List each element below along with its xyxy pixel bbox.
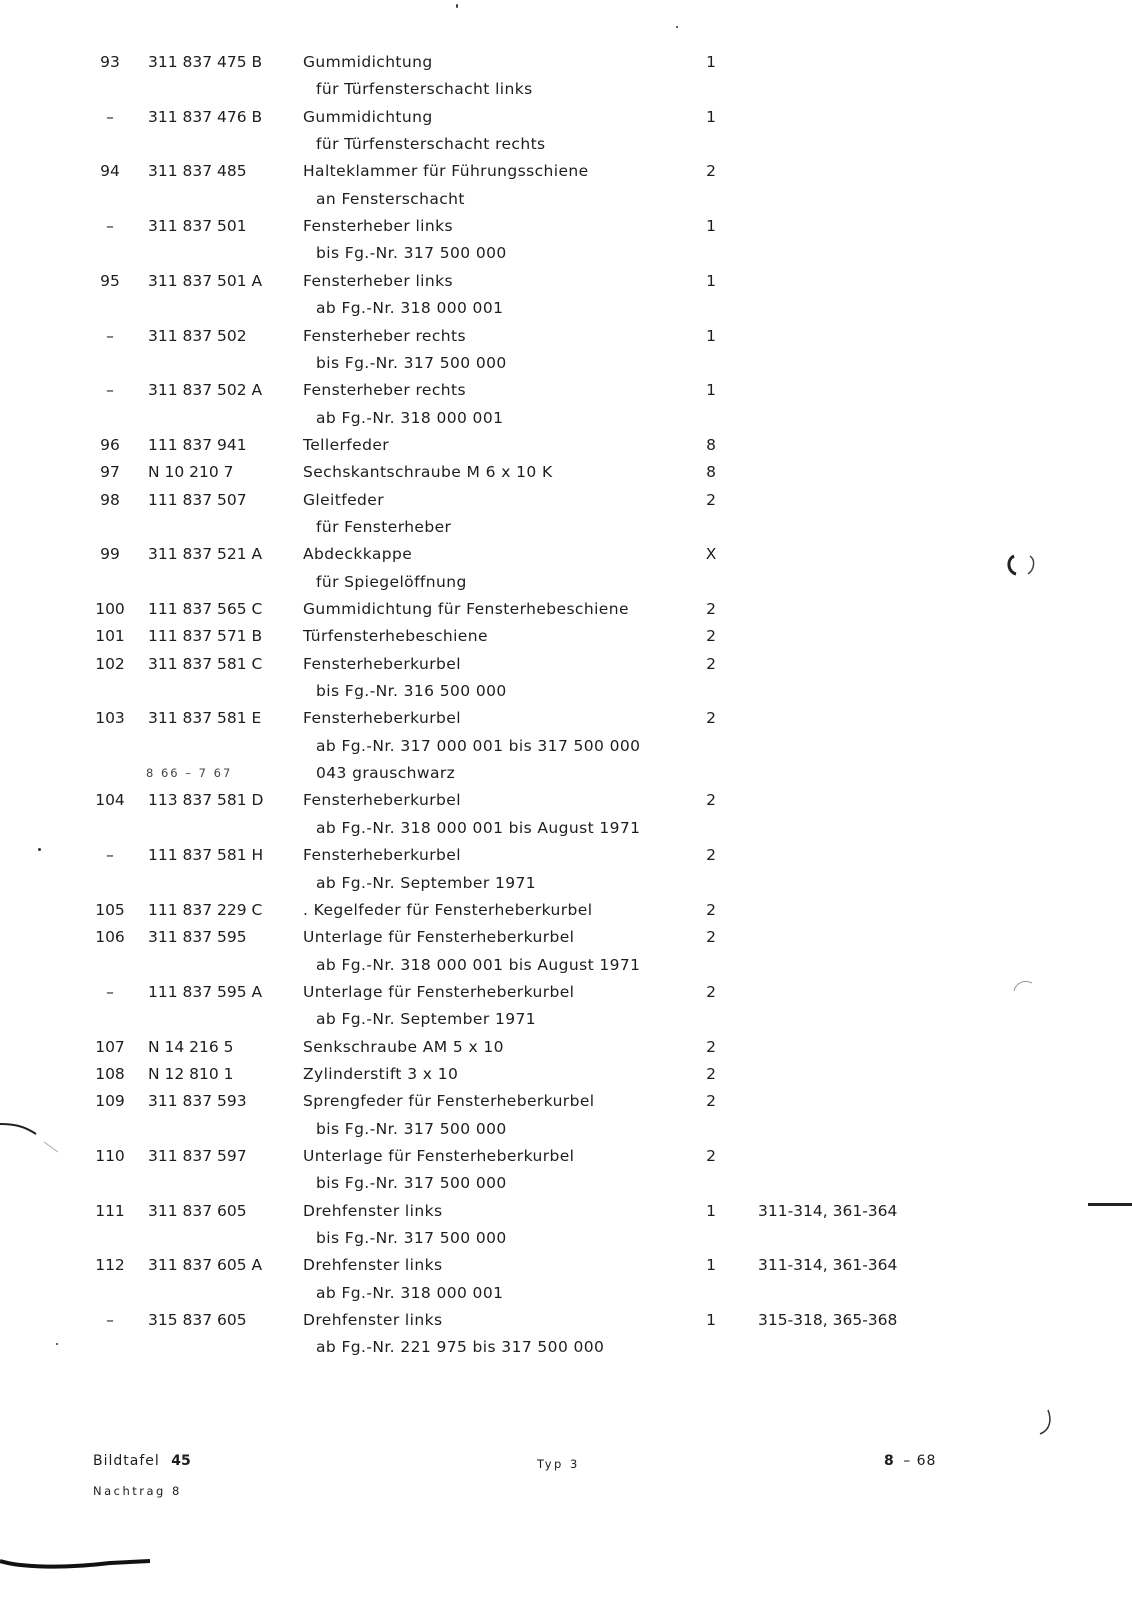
table-row <box>0 1333 1132 1361</box>
part-description: ab Fg.-Nr. 318 000 001 <box>316 408 504 427</box>
quantity: 2 <box>706 600 716 618</box>
quantity: 2 <box>706 1147 716 1165</box>
table-row <box>0 458 1132 486</box>
table-row <box>0 595 1132 623</box>
part-number: N 14 216 5 <box>148 1037 234 1056</box>
part-number: 111 837 581 H <box>148 846 264 865</box>
position-number: 104 <box>95 791 125 810</box>
quantity: 2 <box>706 1064 716 1083</box>
part-description: Drehfenster links <box>303 1201 443 1220</box>
part-description: Drehfenster links <box>303 1256 443 1275</box>
table-row <box>0 513 1132 541</box>
part-number: 111 837 229 C <box>148 900 263 919</box>
part-description: ab Fg.-Nr. September 1971 <box>316 873 536 892</box>
part-description: 043 grauschwarz <box>316 764 456 783</box>
part-number: 311 837 485 <box>148 162 247 181</box>
table-row <box>0 1306 1132 1334</box>
part-number: 111 837 571 B <box>148 627 263 646</box>
part-description: Gummidichtung <box>303 53 433 71</box>
part-description: ab Fg.-Nr. 318 000 001 bis August 1971 <box>316 818 641 837</box>
part-description: Fensterheberkurbel <box>303 709 461 728</box>
part-number: N 12 810 1 <box>148 1064 234 1083</box>
quantity: 2 <box>706 709 716 728</box>
part-description: ab Fg.-Nr. September 1971 <box>316 1010 536 1029</box>
part-number: 311 837 593 <box>148 1092 247 1111</box>
part-number: 311 837 476 B <box>148 107 263 126</box>
part-number: 311 837 502 <box>148 326 247 345</box>
part-description: Gummidichtung <box>303 107 433 126</box>
table-row <box>0 622 1132 650</box>
table-row <box>0 212 1132 240</box>
position-number: – <box>106 381 114 400</box>
part-description: Gummidichtung für Fensterhebeschiene <box>303 600 629 618</box>
table-row <box>0 103 1132 131</box>
part-description: Fensterheberkurbel <box>303 654 461 673</box>
position-number: 100 <box>95 600 125 618</box>
position-number: 110 <box>95 1147 125 1165</box>
quantity: 1 <box>706 381 716 400</box>
footer-page-number <box>884 1453 936 1469</box>
page-number-main: 8 <box>884 1453 894 1469</box>
position-number: – <box>106 846 114 865</box>
part-description: ab Fg.-Nr. 318 000 001 <box>316 299 504 318</box>
table-row <box>0 130 1132 158</box>
hole-punch-mark <box>1010 975 1040 1005</box>
table-row <box>0 677 1132 705</box>
footer-bildtafel <box>93 1453 191 1469</box>
part-description: Unterlage für Fensterheberkurbel <box>303 928 575 947</box>
position-number: 93 <box>100 53 120 71</box>
part-description: Senkschraube AM 5 x 10 <box>303 1037 504 1056</box>
part-number: 311 837 501 <box>148 217 247 236</box>
part-number: 111 837 941 <box>148 435 247 454</box>
table-row <box>0 732 1132 760</box>
position-number: – <box>106 1311 114 1330</box>
quantity: 1 <box>706 271 716 290</box>
table-row <box>0 951 1132 979</box>
position-number: 112 <box>95 1256 125 1275</box>
position-number: 94 <box>100 162 120 181</box>
part-description: bis Fg.-Nr. 316 500 000 <box>316 682 507 701</box>
part-description: Fensterheber links <box>303 271 453 290</box>
part-description: für Spiegelöffnung <box>316 572 467 591</box>
table-row <box>0 431 1132 459</box>
part-number: 113 837 581 D <box>148 791 264 810</box>
position-number: 109 <box>95 1092 125 1111</box>
table-row <box>0 869 1132 897</box>
part-description: für Türfensterschacht links <box>316 80 533 99</box>
table-row <box>0 1115 1132 1143</box>
part-number: 315 837 605 <box>148 1311 247 1330</box>
table-row <box>0 48 1132 76</box>
position-number: 101 <box>95 627 125 646</box>
quantity: 1 <box>706 1311 716 1330</box>
part-description: Unterlage für Fensterheberkurbel <box>303 1147 575 1165</box>
bildtafel-label: Bildtafel <box>93 1453 160 1469</box>
footer-typ: Typ 3 <box>537 1457 580 1471</box>
quantity: 2 <box>706 928 716 947</box>
part-number: 311 837 581 E <box>148 709 262 728</box>
position-number: – <box>106 107 114 126</box>
table-row <box>0 1087 1132 1115</box>
part-description: Türfensterhebeschiene <box>303 627 488 646</box>
model-remark: 311-314, 361-364 <box>758 1201 898 1220</box>
table-row <box>0 923 1132 951</box>
footer-nachtrag: Nachtrag 8 <box>93 1484 182 1498</box>
part-description: Fensterheberkurbel <box>303 846 461 865</box>
position-number: 111 <box>95 1201 125 1220</box>
date-note: 8 66 – 7 67 <box>146 766 233 781</box>
table-row <box>0 1142 1132 1170</box>
part-description: Tellerfeder <box>303 435 390 454</box>
quantity: 2 <box>706 1092 716 1111</box>
table-row <box>0 376 1132 404</box>
table-row <box>0 978 1132 1006</box>
quantity: 1 <box>706 326 716 345</box>
position-number: – <box>106 326 114 345</box>
edge-mark <box>1088 1203 1132 1206</box>
table-row <box>0 157 1132 185</box>
quantity: 2 <box>706 982 716 1001</box>
part-number: 111 837 507 <box>148 490 247 509</box>
part-description: Unterlage für Fensterheberkurbel <box>303 982 575 1001</box>
part-description: bis Fg.-Nr. 317 500 000 <box>316 1174 507 1193</box>
table-row <box>0 704 1132 732</box>
part-number: 111 837 595 A <box>148 982 263 1001</box>
part-number: 311 837 595 <box>148 928 247 947</box>
position-number: 108 <box>95 1064 125 1083</box>
table-row <box>0 75 1132 103</box>
part-description: . Kegelfeder für Fensterheberkurbel <box>303 900 593 919</box>
quantity: 2 <box>706 654 716 673</box>
quantity: X <box>705 545 717 564</box>
part-number: 311 837 502 A <box>148 381 263 400</box>
quantity: 2 <box>706 846 716 865</box>
position-number: 105 <box>95 900 125 919</box>
part-number: 111 837 565 C <box>148 600 263 618</box>
position-number: 98 <box>100 490 120 509</box>
part-description: Fensterheberkurbel <box>303 791 461 810</box>
position-number: 102 <box>95 654 125 673</box>
scan-stroke <box>0 1118 70 1168</box>
table-row <box>0 1169 1132 1197</box>
part-description: Sechskantschraube M 6 x 10 K <box>303 463 553 482</box>
part-description: Halteklammer für Führungsschiene <box>303 162 589 181</box>
table-row <box>0 349 1132 377</box>
scan-speck <box>676 26 678 28</box>
table-row <box>0 568 1132 596</box>
page-number-sub: – 68 <box>903 1453 937 1469</box>
quantity: 1 <box>706 217 716 236</box>
part-description: Drehfenster links <box>303 1311 443 1330</box>
table-row <box>0 1033 1132 1061</box>
table-row <box>0 185 1132 213</box>
part-description: Fensterheber rechts <box>303 326 466 345</box>
part-description: ab Fg.-Nr. 221 975 bis 317 500 000 <box>316 1338 605 1357</box>
part-description: ab Fg.-Nr. 317 000 001 bis 317 500 000 <box>316 736 641 755</box>
quantity: 1 <box>706 107 716 126</box>
scan-stroke <box>1036 1408 1056 1438</box>
position-number: 107 <box>95 1037 125 1056</box>
position-number: 96 <box>100 435 120 454</box>
part-number: 311 837 475 B <box>148 53 263 71</box>
position-number: 99 <box>100 545 120 564</box>
table-row <box>0 294 1132 322</box>
part-number: 311 837 597 <box>148 1147 247 1165</box>
quantity: 1 <box>706 53 716 71</box>
part-description: bis Fg.-Nr. 317 500 000 <box>316 353 507 372</box>
hole-punch-mark <box>1002 550 1042 582</box>
part-description: bis Fg.-Nr. 317 500 000 <box>316 1229 507 1248</box>
model-remark: 315-318, 365-368 <box>758 1311 898 1330</box>
scan-speck <box>456 4 458 8</box>
quantity: 2 <box>706 791 716 810</box>
position-number: 106 <box>95 928 125 947</box>
part-description: für Türfensterschacht rechts <box>316 135 546 154</box>
quantity: 2 <box>706 490 716 509</box>
part-number: N 10 210 7 <box>148 463 234 482</box>
table-row <box>0 1197 1132 1225</box>
scan-speck <box>56 1343 58 1345</box>
quantity: 2 <box>706 900 716 919</box>
table-row <box>0 841 1132 869</box>
table-row <box>0 814 1132 842</box>
scan-speck <box>38 848 41 851</box>
table-row <box>0 1251 1132 1279</box>
position-number: – <box>106 217 114 236</box>
table-row <box>0 1005 1132 1033</box>
part-description: Abdeckkappe <box>303 545 413 564</box>
part-number: 311 837 605 A <box>148 1256 263 1275</box>
quantity: 8 <box>706 435 716 454</box>
quantity: 8 <box>706 463 716 482</box>
table-row <box>0 1279 1132 1307</box>
model-remark: 311-314, 361-364 <box>758 1256 898 1275</box>
part-description: bis Fg.-Nr. 317 500 000 <box>316 244 507 263</box>
quantity: 2 <box>706 1037 716 1056</box>
position-number: – <box>106 982 114 1001</box>
part-description: Gleitfeder <box>303 490 384 509</box>
position-number: 103 <box>95 709 125 728</box>
table-row <box>0 896 1132 924</box>
quantity: 2 <box>706 162 716 181</box>
part-number: 311 837 605 <box>148 1201 247 1220</box>
table-row <box>0 786 1132 814</box>
part-description: ab Fg.-Nr. 318 000 001 <box>316 1283 504 1302</box>
part-description: Sprengfeder für Fensterheberkurbel <box>303 1092 595 1111</box>
bildtafel-number: 45 <box>171 1453 191 1469</box>
part-description: Zylinderstift 3 x 10 <box>303 1064 459 1083</box>
part-description: Fensterheber rechts <box>303 381 466 400</box>
quantity: 2 <box>706 627 716 646</box>
table-row <box>0 650 1132 678</box>
part-description: ab Fg.-Nr. 318 000 001 bis August 1971 <box>316 955 641 974</box>
part-description: bis Fg.-Nr. 317 500 000 <box>316 1119 507 1138</box>
scan-stroke <box>0 1545 170 1575</box>
table-row <box>0 1224 1132 1252</box>
table-row <box>0 404 1132 432</box>
quantity: 1 <box>706 1256 716 1275</box>
table-row <box>0 540 1132 568</box>
table-row <box>0 1060 1132 1088</box>
table-row <box>0 486 1132 514</box>
position-number: 95 <box>100 271 120 290</box>
part-number: 311 837 501 A <box>148 271 263 290</box>
part-description: für Fensterheber <box>316 517 452 536</box>
part-number: 311 837 581 C <box>148 654 263 673</box>
table-row <box>0 267 1132 295</box>
table-row <box>0 322 1132 350</box>
quantity: 1 <box>706 1201 716 1220</box>
table-row <box>0 239 1132 267</box>
part-number: 311 837 521 A <box>148 545 263 564</box>
position-number: 97 <box>100 463 120 482</box>
part-description: an Fensterschacht <box>316 189 465 208</box>
part-description: Fensterheber links <box>303 217 453 236</box>
table-row <box>0 759 1132 787</box>
